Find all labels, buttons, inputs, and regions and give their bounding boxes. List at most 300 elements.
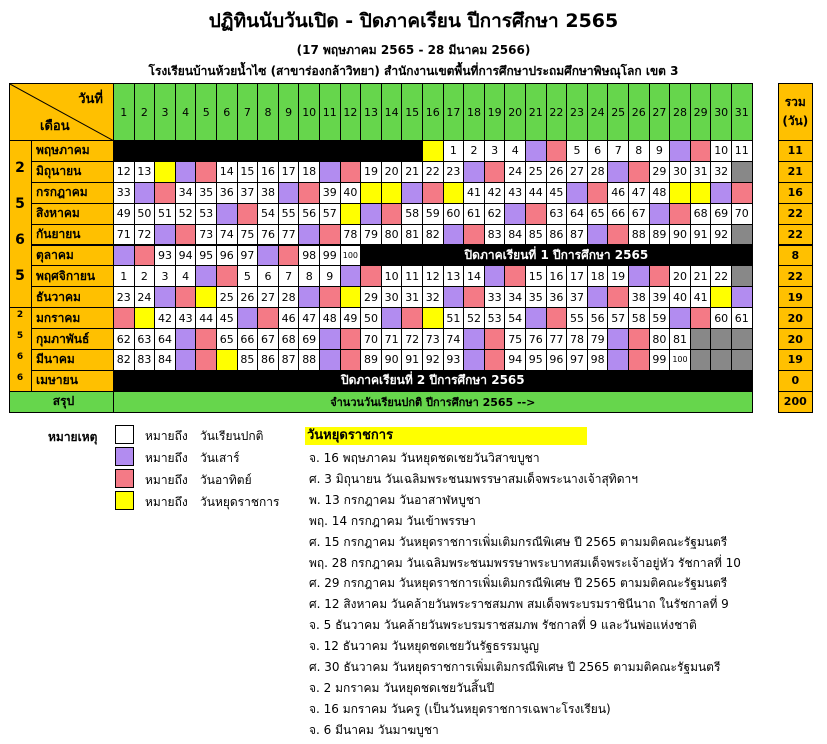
closed-term-1-bar: ปิดภาคเรียนที่ 1 ปีการศึกษา 2565 [360, 245, 752, 267]
school-day-cell: 81 [669, 328, 691, 350]
school-day-cell: 57 [607, 307, 629, 329]
day-header-28: 28 [669, 83, 691, 141]
school-day-cell: 59 [649, 307, 671, 329]
saturday-cell [525, 307, 547, 329]
holiday-cell [340, 286, 362, 308]
school-day-cell: 17 [566, 265, 588, 287]
school-day-cell: 96 [546, 349, 568, 371]
day-header-8: 8 [257, 83, 279, 141]
school-day-cell: 5 [566, 140, 588, 162]
school-day-cell: 22 [710, 265, 732, 287]
day-header-23: 23 [566, 83, 588, 141]
holiday-item: ศ. 29 กรกฎาคม วันหยุดราชการเพิ่มเติมกรณีพิเศษ ปี 2565 ตามมติคณะรัฐมนตรี [309, 576, 728, 591]
school-day-cell: 82 [422, 224, 444, 246]
school-day-cell: 27 [566, 161, 588, 183]
school-day-cell: 57 [319, 203, 341, 225]
holiday-cell [669, 182, 691, 204]
school-day-cell: 67 [257, 328, 279, 350]
no-date-cell [731, 328, 753, 350]
school-day-cell: 36 [546, 286, 568, 308]
month-total: 21 [778, 161, 813, 183]
school-day-cell: 26 [237, 286, 259, 308]
school-day-cell: 34 [504, 286, 526, 308]
school-day-cell: 78 [566, 328, 588, 350]
calendar-grid [9, 83, 812, 412]
school-day-cell: 26 [546, 161, 568, 183]
no-class-cell [381, 140, 403, 162]
holiday-item: พฤ. 14 กรกฎาคม วันเข้าพรรษา [309, 513, 476, 528]
day-header-2: 2 [134, 83, 156, 141]
day-header-14: 14 [381, 83, 403, 141]
school-day-cell: 20 [669, 265, 691, 287]
school-day-cell: 25 [525, 161, 547, 183]
day-header-4: 4 [175, 83, 197, 141]
sunday-cell [237, 203, 259, 225]
school-day-cell: 96 [216, 245, 238, 267]
month-name: พฤษภาคม [31, 140, 114, 162]
month-total: 19 [778, 349, 813, 371]
no-class-cell [195, 140, 217, 162]
day-header-30: 30 [710, 83, 732, 141]
sunday-cell [484, 328, 506, 350]
legend-word: หมายถึง [145, 473, 188, 487]
saturday-cell [587, 286, 609, 308]
school-day-cell: 42 [154, 307, 176, 329]
sunday-cell [587, 182, 609, 204]
month-total: 19 [778, 286, 813, 308]
no-class-cell [216, 140, 238, 162]
school-day-cell: 74 [216, 224, 238, 246]
legend-word: หมายถึง [145, 451, 188, 465]
school-day-cell: 8 [298, 265, 320, 287]
school-day-cell: 13 [134, 161, 156, 183]
saturday-cell [175, 349, 197, 371]
legend-word: หมายถึง [145, 495, 188, 509]
saturday-cell [381, 307, 403, 329]
school-day-cell: 61 [463, 203, 485, 225]
saturday-cell [484, 265, 506, 287]
day-header-31: 31 [731, 83, 753, 141]
month-name: มกราคม [31, 307, 114, 329]
month-total: 22 [778, 203, 813, 225]
school-day-cell: 49 [113, 203, 135, 225]
no-class-cell [298, 140, 320, 162]
saturday-cell [649, 203, 671, 225]
day-header-21: 21 [525, 83, 547, 141]
day-header-9: 9 [278, 83, 300, 141]
school-day-cell: 48 [319, 307, 341, 329]
month-name: กรกฎาคม [31, 182, 114, 204]
school-day-cell: 68 [690, 203, 712, 225]
school-day-cell: 34 [175, 182, 197, 204]
saturday-cell [154, 286, 176, 308]
school-day-cell: 10 [710, 140, 732, 162]
school-day-cell: 62 [484, 203, 506, 225]
sunday-cell [628, 161, 650, 183]
year-digit: 5 [16, 331, 24, 342]
no-class-cell [340, 140, 362, 162]
school-day-cell: 18 [587, 265, 609, 287]
sunday-cell [525, 203, 547, 225]
holidays-title: วันหยุดราชการ [305, 427, 587, 445]
school-day-cell: 38 [628, 286, 650, 308]
year-digit: 6 [16, 373, 24, 384]
sunday-cell [195, 328, 217, 350]
school-day-cell: 4 [504, 140, 526, 162]
school-day-cell: 76 [257, 224, 279, 246]
school-day-cell: 28 [278, 286, 300, 308]
saturday-cell [463, 161, 485, 183]
sunday-cell [154, 182, 176, 204]
holiday-item: จ. 5 ธันวาคม วันคล้ายวันพระบรมราชสมภพ รัชกาลที่ 9 และวันพ่อแห่งชาติ [309, 618, 697, 633]
sunday-cell [484, 349, 506, 371]
no-class-cell [401, 140, 423, 162]
school-day-cell: 62 [113, 328, 135, 350]
month-name: มีนาคม [31, 349, 114, 371]
school-day-cell: 8 [628, 140, 650, 162]
school-day-cell: 84 [504, 224, 526, 246]
legend-swatch [115, 425, 134, 444]
school-day-cell: 52 [463, 307, 485, 329]
school-day-cell: 29 [649, 161, 671, 183]
school-day-cell: 30 [669, 161, 691, 183]
month-total: 0 [778, 370, 813, 392]
school-day-cell: 23 [113, 286, 135, 308]
school-day-cell: 2 [463, 140, 485, 162]
school-day-cell: 11 [731, 140, 753, 162]
holiday-cell [340, 203, 362, 225]
school-day-cell: 71 [381, 328, 403, 350]
saturday-cell [401, 182, 423, 204]
school-day-cell: 75 [237, 224, 259, 246]
legend-swatch [115, 469, 134, 488]
saturday-cell [443, 286, 465, 308]
day-header-26: 26 [628, 83, 650, 141]
day-header-6: 6 [216, 83, 238, 141]
school-day-cell: 54 [257, 203, 279, 225]
holiday-item: จ. 6 มีนาคม วันมาฆบูชา [309, 722, 439, 737]
school-day-cell: 37 [566, 286, 588, 308]
sunday-cell [113, 307, 135, 329]
saturday-cell [607, 349, 629, 371]
school-day-cell: 100 [340, 245, 362, 267]
summary-total: 200 [778, 391, 813, 413]
no-class-cell [113, 140, 135, 162]
month-name: ธันวาคม [31, 286, 114, 308]
school-day-cell: 86 [257, 349, 279, 371]
no-class-cell [319, 140, 341, 162]
sunday-cell [504, 265, 526, 287]
school-day-cell: 70 [360, 328, 382, 350]
school-day-cell: 56 [298, 203, 320, 225]
saturday-cell [463, 349, 485, 371]
school-day-cell: 21 [401, 161, 423, 183]
school-day-cell: 47 [298, 307, 320, 329]
school-day-cell: 13 [443, 265, 465, 287]
page-subtitle: (17 พฤษภาคม 2565 - 28 มีนาคม 2566) [296, 43, 531, 57]
school-day-cell: 79 [360, 224, 382, 246]
holiday-cell [443, 182, 465, 204]
sunday-cell [546, 140, 568, 162]
sunday-cell [340, 349, 362, 371]
school-day-cell: 30 [381, 286, 403, 308]
school-day-cell: 18 [298, 161, 320, 183]
school-day-cell: 44 [525, 182, 547, 204]
no-class-cell [360, 140, 382, 162]
school-day-cell: 67 [628, 203, 650, 225]
sunday-cell [319, 224, 341, 246]
school-day-cell: 65 [216, 328, 238, 350]
sunday-cell [319, 286, 341, 308]
sunday-cell [360, 265, 382, 287]
month-name: ตุลาคม [31, 245, 114, 267]
school-day-cell: 71 [113, 224, 135, 246]
school-day-cell: 85 [237, 349, 259, 371]
school-day-cell: 51 [443, 307, 465, 329]
day-header-1: 1 [113, 83, 135, 141]
school-day-cell: 19 [360, 161, 382, 183]
saturday-cell [607, 161, 629, 183]
saturday-cell [710, 182, 732, 204]
school-day-cell: 73 [422, 328, 444, 350]
school-day-cell: 97 [237, 245, 259, 267]
total-label-2: (วัน) [782, 114, 809, 128]
legend-word: หมายถึง [145, 429, 188, 443]
school-day-cell: 6 [257, 265, 279, 287]
holiday-cell [710, 286, 732, 308]
sunday-cell [401, 307, 423, 329]
school-day-cell: 50 [360, 307, 382, 329]
month-name: กันยายน [31, 224, 114, 246]
school-day-cell: 16 [257, 161, 279, 183]
sunday-cell [669, 203, 691, 225]
school-day-cell: 9 [649, 140, 671, 162]
school-day-cell: 37 [237, 182, 259, 204]
day-header-22: 22 [546, 83, 568, 141]
school-day-cell: 59 [422, 203, 444, 225]
school-day-cell: 49 [340, 307, 362, 329]
year-digit: 2 [16, 310, 24, 321]
sunday-cell [731, 182, 753, 204]
saturday-cell [216, 203, 238, 225]
holiday-item: จ. 16 พฤษภาคม วันหยุดชดเชยวันวิสาขบูชา [309, 451, 540, 465]
school-day-cell: 9 [319, 265, 341, 287]
school-day-cell: 100 [669, 349, 691, 371]
school-day-cell: 27 [257, 286, 279, 308]
no-date-cell [731, 349, 753, 371]
school-day-cell: 87 [278, 349, 300, 371]
saturday-cell [319, 161, 341, 183]
school-day-cell: 52 [175, 203, 197, 225]
month-name: พฤศจิกายน [31, 265, 114, 287]
sunday-cell [216, 265, 238, 287]
month-total: 11 [778, 140, 813, 162]
school-day-cell: 60 [710, 307, 732, 329]
school-day-cell: 93 [154, 245, 176, 267]
school-day-cell: 50 [134, 203, 156, 225]
total-header [778, 83, 813, 141]
year-digit: 5 [15, 196, 25, 212]
holiday-cell [360, 182, 382, 204]
school-day-cell: 23 [443, 161, 465, 183]
school-day-cell: 48 [649, 182, 671, 204]
school-day-cell: 24 [134, 286, 156, 308]
school-day-cell: 11 [401, 265, 423, 287]
school-day-cell: 29 [360, 286, 382, 308]
school-day-cell: 22 [422, 161, 444, 183]
sunday-cell [690, 307, 712, 329]
school-day-cell: 33 [113, 182, 135, 204]
school-day-cell: 89 [360, 349, 382, 371]
school-day-cell: 90 [669, 224, 691, 246]
school-day-cell: 86 [546, 224, 568, 246]
saturday-cell [628, 265, 650, 287]
school-day-cell: 65 [587, 203, 609, 225]
no-date-cell [731, 265, 753, 287]
day-header-5: 5 [195, 83, 217, 141]
day-header-27: 27 [649, 83, 671, 141]
day-header-label: วันที่ [78, 92, 103, 107]
summary-text: จำนวนวันเรียนปกติ ปีการศึกษา 2565 --> [113, 391, 753, 413]
school-day-cell: 70 [731, 203, 753, 225]
saturday-cell [340, 265, 362, 287]
no-class-cell [237, 140, 259, 162]
school-day-cell: 7 [607, 140, 629, 162]
day-header-25: 25 [607, 83, 629, 141]
school-day-cell: 5 [237, 265, 259, 287]
school-day-cell: 77 [546, 328, 568, 350]
school-day-cell: 2 [134, 265, 156, 287]
year-digit: 6 [16, 352, 24, 363]
sunday-cell [463, 224, 485, 246]
sunday-cell [690, 140, 712, 162]
day-header-11: 11 [319, 83, 341, 141]
school-day-cell: 24 [504, 161, 526, 183]
school-day-cell: 99 [319, 245, 341, 267]
school-day-cell: 80 [649, 328, 671, 350]
school-day-cell: 19 [607, 265, 629, 287]
saturday-cell [587, 224, 609, 246]
school-day-cell: 92 [710, 224, 732, 246]
saturday-cell [298, 286, 320, 308]
day-header-17: 17 [443, 83, 465, 141]
holiday-cell [690, 182, 712, 204]
school-day-cell: 1 [443, 140, 465, 162]
school-day-cell: 38 [257, 182, 279, 204]
sunday-cell [195, 161, 217, 183]
school-day-cell: 95 [525, 349, 547, 371]
school-day-cell: 63 [134, 328, 156, 350]
day-header-3: 3 [154, 83, 176, 141]
day-header-18: 18 [463, 83, 485, 141]
no-class-cell [175, 140, 197, 162]
no-date-cell [690, 328, 712, 350]
school-day-cell: 7 [278, 265, 300, 287]
school-day-cell: 33 [484, 286, 506, 308]
school-day-cell: 6 [587, 140, 609, 162]
holiday-item: จ. 16 มกราคม วันครู (เป็นวันหยุดราชการเฉพาะโรงเรียน) [309, 701, 611, 716]
school-day-cell: 3 [154, 265, 176, 287]
school-name: โรงเรียนบ้านห้วยน้ำไซ (สาขาร่องกล้าวิทยา) สำนักงานเขตพื้นที่การศึกษาประถมศึกษาพิษณุโลก เขต 3 [148, 64, 679, 78]
school-day-cell: 41 [463, 182, 485, 204]
sunday-cell [607, 224, 629, 246]
month-total: 22 [778, 265, 813, 287]
legend-desc: วันเรียนปกติ [200, 429, 264, 443]
school-day-cell: 47 [628, 182, 650, 204]
month-header-label: เดือน [40, 119, 70, 134]
day-header-29: 29 [690, 83, 712, 141]
holiday-cell [422, 140, 444, 162]
sunday-cell [484, 161, 506, 183]
no-date-cell [690, 349, 712, 371]
sunday-cell [340, 161, 362, 183]
sunday-cell [134, 245, 156, 267]
header-corner [9, 83, 114, 141]
school-day-cell: 15 [237, 161, 259, 183]
month-total: 16 [778, 182, 813, 204]
saturday-cell [319, 349, 341, 371]
sunday-cell [546, 307, 568, 329]
school-day-cell: 93 [443, 349, 465, 371]
holiday-cell [134, 307, 156, 329]
sunday-cell [340, 328, 362, 350]
school-day-cell: 42 [484, 182, 506, 204]
saturday-cell [257, 245, 279, 267]
school-day-cell: 85 [525, 224, 547, 246]
sunday-cell [257, 307, 279, 329]
school-day-cell: 58 [628, 307, 650, 329]
school-day-cell: 72 [401, 328, 423, 350]
school-day-cell: 83 [134, 349, 156, 371]
school-day-cell: 14 [463, 265, 485, 287]
saturday-cell [360, 203, 382, 225]
school-day-cell: 84 [154, 349, 176, 371]
sunday-cell [649, 265, 671, 287]
no-class-cell [278, 140, 300, 162]
school-day-cell: 88 [628, 224, 650, 246]
summary-label: สรุป [9, 391, 114, 413]
school-day-cell: 72 [134, 224, 156, 246]
school-day-cell: 79 [587, 328, 609, 350]
day-header-7: 7 [237, 83, 259, 141]
school-day-cell: 56 [587, 307, 609, 329]
school-day-cell: 68 [278, 328, 300, 350]
school-day-cell: 92 [422, 349, 444, 371]
legend-title: หมายเหตุ [48, 430, 98, 444]
saturday-cell [175, 161, 197, 183]
school-day-cell: 21 [690, 265, 712, 287]
sunday-cell [381, 203, 403, 225]
school-day-cell: 53 [195, 203, 217, 225]
school-day-cell: 41 [690, 286, 712, 308]
school-day-cell: 46 [607, 182, 629, 204]
school-day-cell: 3 [484, 140, 506, 162]
holiday-item: พ. 13 กรกฎาคม วันอาสาฬหบูชา [309, 492, 481, 507]
school-day-cell: 35 [195, 182, 217, 204]
legend-desc: วันหยุดราชการ [200, 495, 280, 509]
school-day-cell: 60 [443, 203, 465, 225]
no-date-cell [710, 328, 732, 350]
holiday-cell [154, 161, 176, 183]
school-day-cell: 35 [525, 286, 547, 308]
saturday-cell [175, 328, 197, 350]
school-day-cell: 66 [607, 203, 629, 225]
holiday-item: ศ. 12 สิงหาคม วันคล้ายวันพระราชสมภพ สมเด็จพระบรมราชินีนาถ ในรัชกาลที่ 9 [309, 597, 729, 612]
school-day-cell: 63 [546, 203, 568, 225]
school-day-cell: 74 [443, 328, 465, 350]
month-name: กุมภาพันธ์ [31, 328, 114, 350]
day-header-10: 10 [298, 83, 320, 141]
